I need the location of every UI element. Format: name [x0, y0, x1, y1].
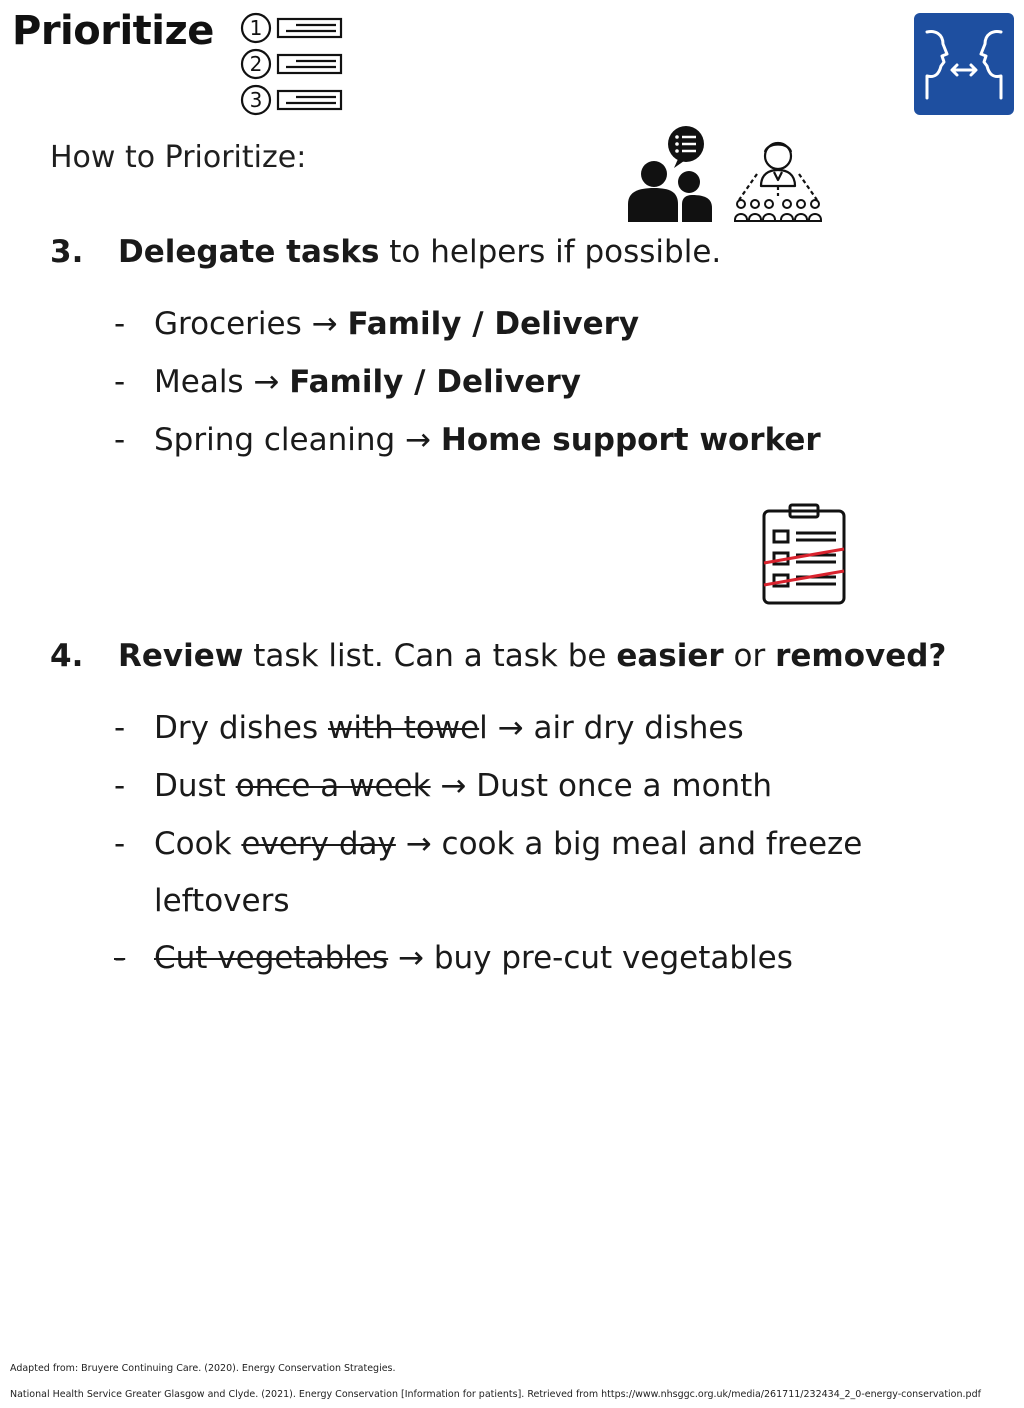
reference-line: National Health Service Greater Glasgow and Clyde. (2021). Energy Conservation [Information for patients]. Retrieved from https://www.nhsggc.org.uk/media/261711/232434_2_0-energy-conservation.pdf — [10, 1389, 981, 1400]
bullet-dash: - — [114, 422, 126, 458]
presenter-audience-icon — [733, 134, 823, 224]
reference-line: Adapted from: Bruyere Continuing Care. (2020). Energy Conservation Strategies. — [10, 1363, 396, 1374]
bullet-dash: - — [114, 940, 126, 976]
bullet-dash: - — [114, 826, 126, 862]
bullet-dash: - — [114, 710, 126, 746]
clipboard-checklist-icon — [760, 503, 848, 607]
step-text: Delegate tasks to helpers if possible. — [118, 234, 722, 270]
step-number: 3. — [50, 234, 84, 270]
bullet-dash: - — [114, 364, 126, 400]
face-to-face-icon — [913, 12, 1015, 116]
list-digit: 3 — [249, 88, 263, 112]
bullet-dash: - — [114, 306, 126, 342]
list-digit: 2 — [249, 52, 263, 76]
group-chat-icon — [626, 124, 714, 222]
step-text: Review task list. Can a task be easier or removed? — [118, 638, 947, 674]
section-subtitle: How to Prioritize: — [50, 140, 307, 175]
step-number: 4. — [50, 638, 84, 674]
page-title: Prioritize — [12, 8, 214, 54]
numbered-list-icon — [238, 12, 346, 116]
list-digit: 1 — [249, 16, 263, 40]
bullet-dash: - — [114, 768, 126, 804]
